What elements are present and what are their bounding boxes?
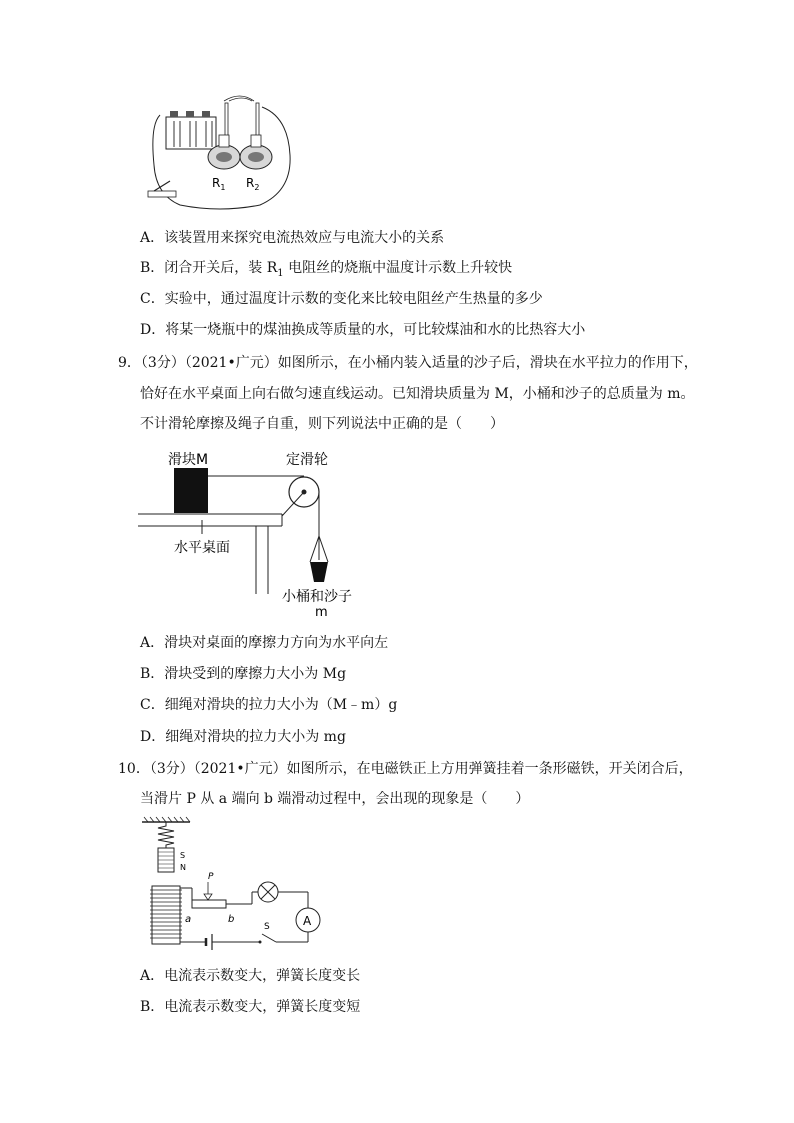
joule-heating-apparatus-figure	[140, 95, 300, 215]
block-label: 滑块M	[168, 452, 209, 468]
q9-option-d: D．细绳对滑块的拉力大小为 mg	[140, 729, 346, 745]
r2-label: $R_2$	[246, 176, 260, 192]
switch-s-label: S	[264, 922, 270, 932]
q10-option-b: B．电流表示数变大，弹簧长度变短	[140, 999, 361, 1015]
q9-option-c: C．细绳对滑块的拉力大小为（M﹣m）g	[140, 697, 398, 713]
cell-battery-icon	[206, 934, 212, 950]
q8-option-b	[140, 259, 512, 283]
bar-magnet-icon	[158, 848, 174, 872]
bucket-label: 小桶和沙子	[282, 589, 352, 605]
slider-p-label: P	[208, 872, 214, 882]
r1-label: $R_1$	[212, 176, 226, 192]
electromagnet-coil-icon	[150, 886, 182, 944]
q9-stem-line-2: 恰好在水平桌面上向右做匀速直线运动。已知滑块质量为 M，小桶和沙子的总质量为 m。	[140, 386, 695, 402]
flask-r2-icon	[240, 135, 272, 169]
table-label: 水平桌面	[174, 540, 230, 556]
q8-option-b-pre: B．闭合开关后，装 R	[140, 260, 278, 276]
q8-option-b-sub: 1	[277, 267, 284, 279]
q10-stem-line-1: 10．（3分）（2021•广元）如图所示，在电磁铁正上方用弹簧挂着一条形磁铁，开关闭合后，	[118, 761, 693, 777]
q9-option-b: B．滑块受到的摩擦力大小为 Mg	[140, 666, 347, 682]
electromagnet-circuit-figure	[140, 816, 340, 956]
ammeter-icon	[296, 908, 320, 932]
q8-option-c: C．实验中，通过温度计示数的变化来比较电阻丝产生热量的多少	[140, 291, 543, 307]
pulley-label: 定滑轮	[286, 452, 328, 468]
spring-icon	[158, 822, 174, 848]
q8-option-a: A．该装置用来探究电流热效应与电流大小的关系	[140, 230, 445, 246]
q9-stem-line-1: 9．（3分）（2021•广元）如图所示，在小桶内装入适量的沙子后，滑块在水平拉力的作用下，	[118, 355, 698, 371]
pulley-block-figure	[138, 448, 378, 620]
q8-option-b-post: 电阻丝的烧瓶中温度计示数上升较快	[283, 260, 513, 276]
bucket-mass-label: m	[315, 605, 328, 620]
rheostat-b-label: b	[228, 914, 235, 925]
circuit-switch-icon	[259, 934, 277, 944]
block	[174, 468, 208, 513]
switch-icon	[148, 181, 176, 197]
q10-stem-line-2: 当滑片 P 从 a 端向 b 端滑动过程中，会出现的现象是（ ）	[140, 791, 530, 807]
rheostat-icon	[192, 882, 226, 908]
ammeter-label: A	[303, 914, 312, 928]
battery-icon	[166, 111, 216, 149]
q9-option-a: A．滑块对桌面的摩擦力方向为水平向左	[140, 635, 389, 651]
q10-option-a: A．电流表示数变大，弹簧长度变长	[140, 968, 361, 984]
magnet-s-pole-label: S	[180, 851, 186, 860]
lamp-icon	[258, 882, 278, 902]
q8-option-d: D．将某一烧瓶中的煤油换成等质量的水，可比较煤油和水的比热容大小	[140, 322, 586, 338]
rheostat-a-label: a	[185, 914, 192, 925]
magnet-n-pole-label: N	[180, 863, 186, 872]
q9-stem-line-3: 不计滑轮摩擦及绳子自重，则下列说法中正确的是（ ）	[140, 416, 504, 432]
